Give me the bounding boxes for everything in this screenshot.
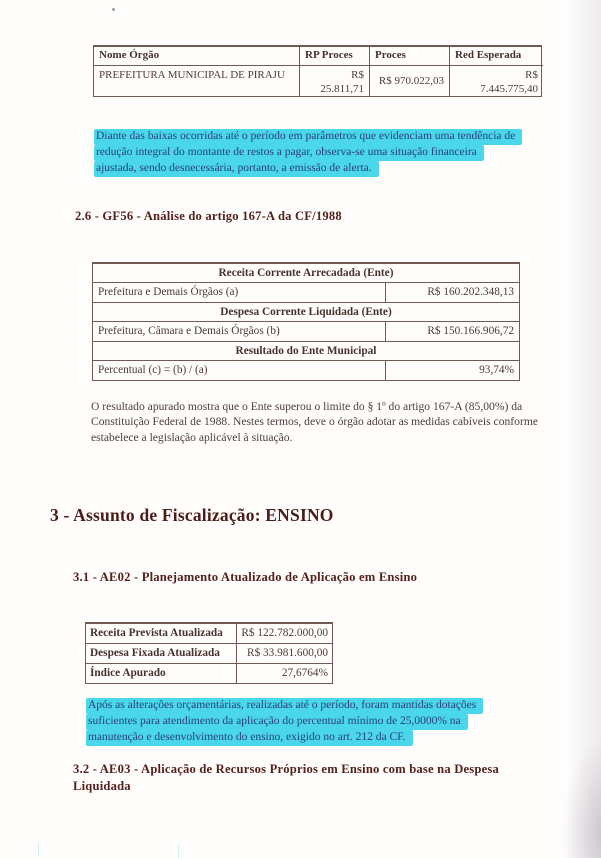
cell-receita-value: R$ 160.202.348,13	[385, 283, 519, 302]
table-row	[93, 264, 519, 282]
highlight-line: ajustada, sendo desnecessária, portanto, a emissão de alerta.	[94, 159, 522, 175]
table-row	[93, 282, 519, 302]
highlight-line: suficientes para atendimento da aplicação do percentual mínimo de 25,0000% na	[86, 712, 483, 728]
cell-receita-prevista-label: Receita Prevista Atualizada	[90, 627, 223, 639]
alerta-highlighted-paragraph	[94, 127, 522, 175]
resultado-paragraph: O resultado apurado mostra que o Ente superou o limite do § 1º do artigo 167-A (85,00%) da Constituição Federal de 1988. Nestes termos, deve o órgão adotar as medidas cabíveis conforme estabelece a legislação aplicável à situação.	[91, 400, 538, 444]
table-row	[93, 341, 519, 360]
col-header-red-esperada: Red Esperada	[449, 47, 543, 65]
section-2-6-heading: 2.6 - GF56 - Análise do artigo 167-A da CF/1988	[75, 209, 342, 223]
col-header-proces: Proces	[369, 47, 449, 65]
scan-corner-shadow	[561, 738, 601, 858]
cell-red-esperada-currency: R$	[525, 69, 538, 81]
table-row	[86, 624, 332, 643]
cell-despesa-fixada-label: Despesa Fixada Atualizada	[90, 647, 220, 659]
highlight-line: redução integral do montante de restos a pagar, observa-se uma situação financeira	[94, 143, 522, 159]
highlight-line: Diante das baixas ocorridas até o período em parâmetros que evidenciam uma tendência de	[94, 127, 522, 143]
cell-despesa-value: R$ 150.166.906,72	[385, 322, 519, 341]
cell-rp-proces	[299, 65, 369, 96]
ensino-highlighted-paragraph	[86, 696, 483, 744]
cell-despesa-fixada-value: R$ 33.981.600,00	[236, 644, 332, 663]
row-header-resultado: Resultado do Ente Municipal	[235, 345, 377, 357]
orgao-summary-table	[93, 45, 542, 97]
cell-red-esperada	[449, 65, 543, 96]
col-header-rp-proces: RP Proces	[299, 47, 369, 65]
highlight-line: manutenção e desenvolvimento do ensino, exigido no art. 212 da CF.	[86, 728, 483, 744]
section-3-heading: 3 - Assunto de Fiscalização: ENSINO	[50, 505, 334, 525]
section-3-2-heading: 3.2 - AE03 - Aplicação de Recursos Próprios em Ensino com base na Despesa Liquidada	[73, 762, 499, 793]
cell-proces: R$ 970.022,03	[369, 65, 449, 96]
table-row	[93, 360, 519, 380]
highlight-line: Após as alterações orçamentárias, realizadas até o período, foram mantidas dotações	[86, 696, 483, 712]
table-row	[93, 321, 519, 341]
cell-rp-proces-amount: 25.811,71	[320, 83, 364, 95]
cell-red-esperada-amount: 7.445.775,40	[480, 83, 538, 95]
row-header-receita-corrente: Receita Corrente Arrecadada (Ente)	[218, 267, 394, 279]
cell-nome-orgao: PREFEITURA MUNICIPAL DE PIRAJU	[94, 65, 299, 96]
scan-tick-artifact	[178, 844, 179, 858]
cell-percentual-label: Percentual (c) = (b) / (a)	[98, 364, 208, 376]
cell-rp-proces-currency: R$	[351, 69, 364, 81]
table-row	[93, 302, 519, 321]
row-header-despesa-corrente: Despesa Corrente Liquidada (Ente)	[220, 306, 392, 318]
cell-indice-apurado-value: 27,6764%	[236, 664, 332, 683]
table-row	[86, 643, 332, 663]
scan-dot-artifact	[112, 8, 115, 11]
cell-receita-prevista-value: R$ 122.782.000,00	[236, 624, 332, 643]
scan-edge-shadow	[567, 0, 601, 858]
scan-tick-artifact	[38, 842, 39, 856]
cell-percentual-value: 93,74%	[385, 361, 519, 380]
ensino-planejamento-table	[85, 622, 333, 684]
table-row	[86, 663, 332, 683]
cell-indice-apurado-label: Índice Apurado	[90, 667, 166, 679]
cell-receita-label: Prefeitura e Demais Órgãos (a)	[98, 286, 239, 298]
section-3-1-heading: 3.1 - AE02 - Planejamento Atualizado de Aplicação em Ensino	[73, 570, 418, 584]
cell-despesa-label: Prefeitura, Câmara e Demais Órgãos (b)	[98, 325, 280, 337]
ente-167a-table	[92, 262, 520, 381]
col-header-nome-orgao: Nome Órgão	[99, 49, 160, 61]
